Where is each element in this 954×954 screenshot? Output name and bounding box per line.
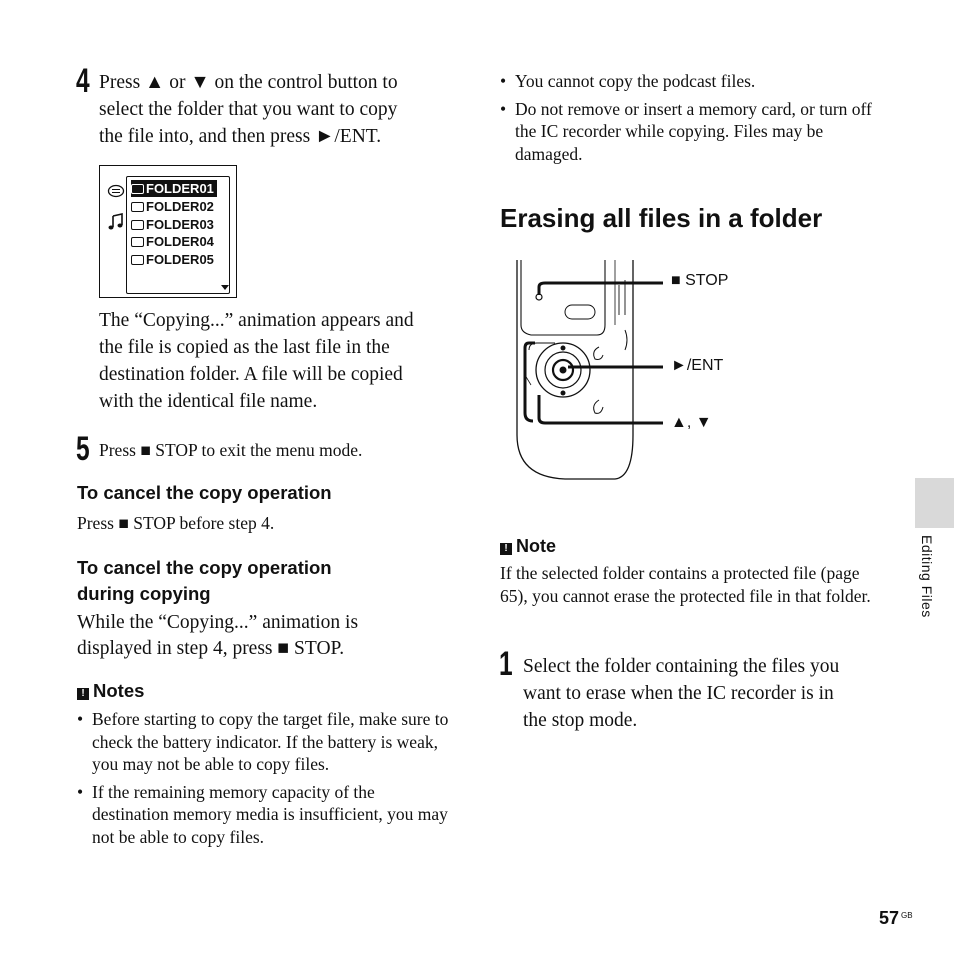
notes-heading: ! Notes [77,680,457,702]
cancel-during-text: While the “Copying...” animation is displayed in step 4, press ■ STOP. [77,612,359,659]
chapter-tab-marker [915,478,954,528]
menu-icon [107,184,125,198]
page-number: 57 $^{GB}$ [879,908,913,928]
folder-row: FOLDER04 [131,233,214,250]
chapter-side-label: Editing Files [919,535,935,618]
folder-icon [131,255,144,265]
ent-label: ►/ENT [671,357,724,374]
folder-icon [131,237,144,247]
step-1-text: Select the folder containing the files you want to erase when the IC recorder is in the stop mode. [523,656,840,731]
notes-list [77,708,455,853]
folder-icon [131,220,144,230]
step-5-number: 5 [76,430,90,468]
caution-icon: ! [77,688,89,700]
lcd-display-illustration [99,165,237,298]
up-down-label: ▲, ▼ [671,414,712,431]
list-item: • If the remaining memory capacity of the destination memory media is insufficient, you may not be able to copy files. [77,781,455,849]
section-title: Erasing all files in a folder [500,203,823,233]
caution-icon: ! [500,543,512,555]
folder-row: FOLDER05 [131,251,214,268]
folder-row-selected: FOLDER01 [131,180,217,197]
step-4-line-1: Press ▲ or ▼ on the control button to [99,72,398,93]
list-item: • Before starting to copy the target file, make sure to check the battery indicator. If the battery is weak, you may not be able to copy files. [77,708,455,776]
folder-icon [131,184,144,194]
scroll-down-arrow-icon [221,285,229,291]
step-4-line-2: select the folder that you want to copy [99,99,398,120]
folder-icon [131,202,144,212]
folder-list [126,176,230,294]
copying-paragraph: The “Copying...” animation appears and the file is copied as the last file in the destination folder. A file will be copied with the identical file name. [99,310,414,412]
list-item: • You cannot copy the podcast files. [500,70,878,93]
list-item: • Do not remove or insert a memory card, or turn off the IC recorder while copying. Files may be damaged. [500,98,878,166]
note-heading: ! Note [500,535,880,557]
cancel-during-heading: To cancel the copy operation during copying [77,557,332,604]
step-5-text: Press ■ STOP to exit the menu mode. [99,440,363,460]
cancel-copy-text: Press ■ STOP before step 4. [77,513,275,533]
cancel-copy-heading: To cancel the copy operation [77,482,332,503]
step-4-number: 4 [76,62,90,100]
folder-row: FOLDER02 [131,198,214,215]
step-4-line-3: the file into, and then press ►/ENT. [99,126,382,147]
page-suffix: GB [901,911,913,920]
music-note-icon [108,213,124,231]
folder-row: FOLDER03 [131,216,214,233]
step-1-number: 1 [499,645,513,683]
callout-lines [505,255,665,485]
copy-notes-continued [500,70,878,170]
note-text: If the selected folder contains a protected file (page 65), you cannot erase the protected file in that folder. [500,563,871,606]
step-4-text [99,69,459,150]
stop-label: ■ STOP [671,272,729,289]
